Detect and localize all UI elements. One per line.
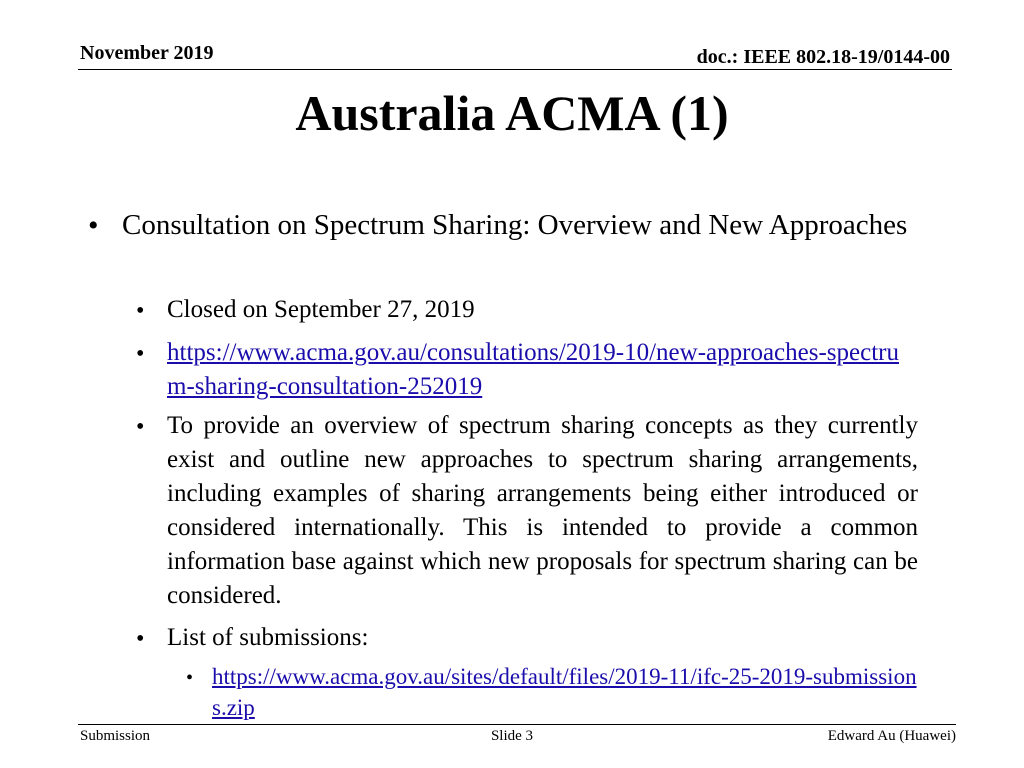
bullet-icon: •: [186, 667, 194, 689]
bullet-icon: •: [136, 298, 145, 324]
bullet-main-text: Consultation on Spectrum Sharing: Overview and New Approaches: [122, 209, 908, 241]
bullet-icon: •: [136, 626, 145, 652]
submissions-link-container: [212, 661, 918, 723]
submissions-link[interactable]: https://www.acma.gov.au/sites/default/files/2019-11/ifc-25-2019-submissions.zip: [212, 664, 917, 720]
header-divider: [78, 69, 952, 70]
slide-number: Slide 3: [490, 728, 534, 744]
header-date: November 2019: [80, 42, 214, 64]
footer-author: Edward Au (Huawei): [827, 728, 956, 744]
header-doc-id: doc.: IEEE 802.18-19/0144-00: [696, 46, 950, 68]
footer-divider: [78, 724, 956, 725]
bullet-icon: •: [136, 341, 145, 367]
slide-title: Australia ACMA (1): [295, 85, 729, 141]
bullet-icon: •: [88, 209, 99, 242]
bullet-submissions-label: List of submissions:: [167, 624, 369, 651]
footer-left: Submission: [80, 728, 151, 744]
consultation-link[interactable]: https://www.acma.gov.au/consultations/2019-10/new-approaches-spectrum-sharing-consultation-252019: [167, 339, 899, 400]
consultation-link-container: [167, 336, 918, 404]
bullet-purpose-text: To provide an overview of spectrum sharing concepts as they currently exist and outline new approaches to spectrum sharing arrangements, including examples of sharing arrangements being either introduced or considered internationally. This is intended to provide a common information base against which new proposals for spectrum sharing can be considered.: [167, 412, 918, 609]
bullet-closed-text: Closed on September 27, 2019: [167, 296, 475, 323]
bullet-icon: •: [136, 414, 145, 440]
